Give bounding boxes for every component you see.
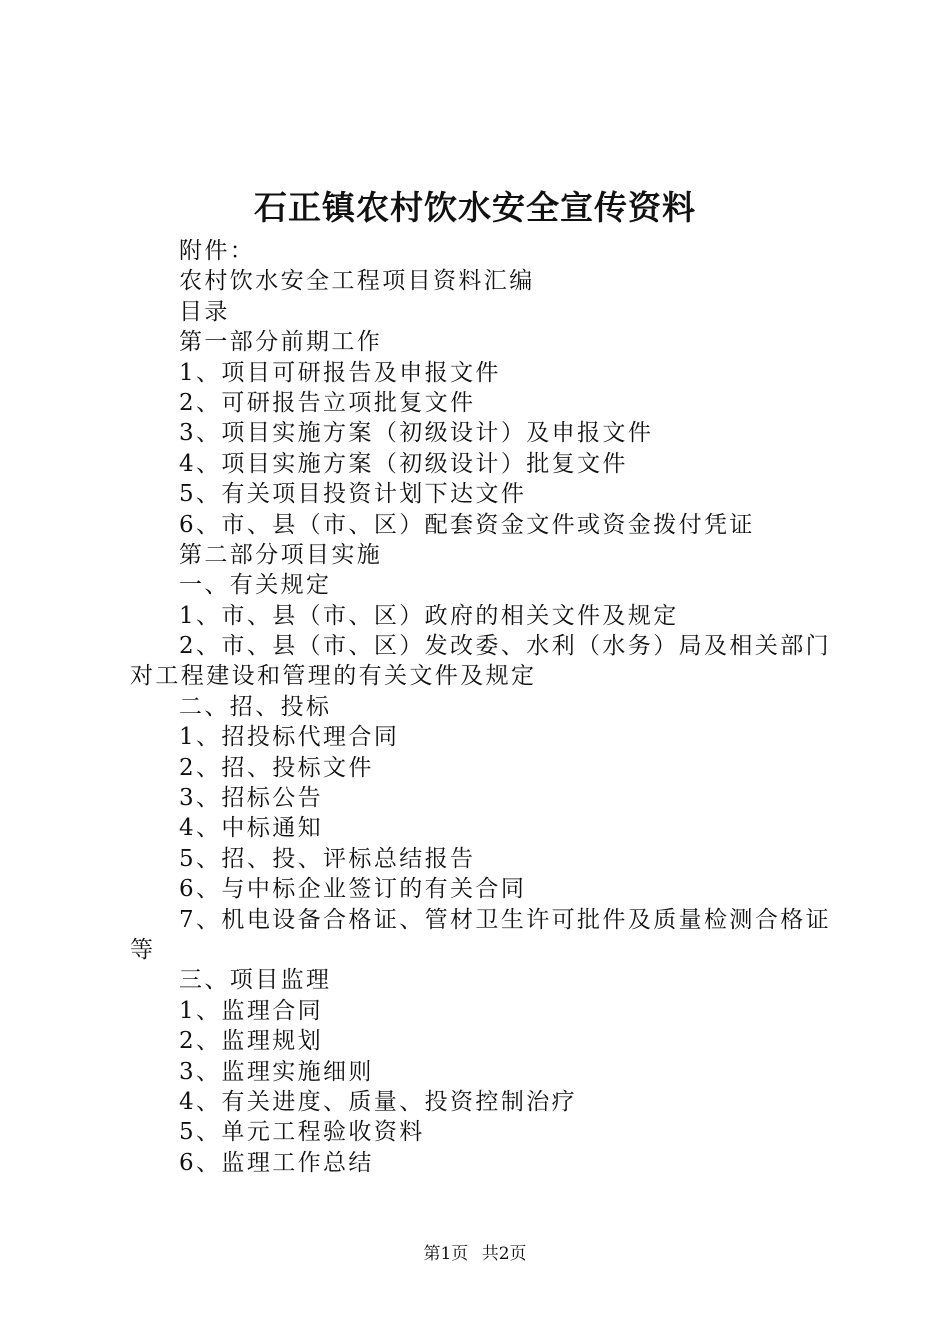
text-line: 附件： [179, 238, 256, 264]
text-line: 目录 [179, 298, 230, 325]
text-line: 等 [130, 936, 156, 963]
document-title: 石正镇农村饮水安全宣传资料 [254, 188, 696, 227]
page-total: 共2页 [481, 1244, 527, 1264]
text-line: 第一部分前期工作 [179, 329, 383, 356]
text-line: 7、机电设备合格证、管材卫生许可批件及质量检测合格证 [179, 906, 832, 933]
text-line: 3、招标公告 [179, 785, 324, 812]
text-line: 4、有关进度、质量、投资控制治疗 [179, 1088, 578, 1115]
text-line: 4、中标通知 [179, 815, 324, 842]
text-line: 2、可研报告立项批复文件 [179, 389, 476, 416]
text-line: 三、项目监理 [179, 967, 332, 994]
document-body [130, 236, 835, 1178]
text-line: 1、监理合同 [179, 997, 324, 1024]
page-number: 第1页 [423, 1244, 469, 1264]
text-line: 对工程建设和管理的有关文件及规定 [130, 663, 537, 690]
text-line: 农村饮水安全工程项目资料汇编 [179, 268, 535, 295]
text-line: 2、监理规划 [179, 1028, 324, 1055]
text-line: 6、市、县（市、区）配套资金文件或资金拨付凭证 [179, 511, 755, 538]
text-line: 一、有关规定 [179, 572, 332, 599]
text-line: 2、招、投标文件 [179, 754, 374, 781]
text-line: 5、单元工程验收资料 [179, 1119, 425, 1146]
text-line: 5、有关项目投资计划下达文件 [179, 481, 527, 508]
text-line: 3、项目实施方案（初级设计）及申报文件 [179, 420, 654, 447]
text-line: 二、招、投标 [179, 693, 332, 720]
page-footer [0, 1242, 950, 1266]
text-line: 6、与中标企业签订的有关合同 [179, 876, 527, 903]
text-line: 6、监理工作总结 [179, 1149, 374, 1176]
text-line: 2、市、县（市、区）发改委、水利（水务）局及相关部门 [179, 633, 832, 660]
text-line: 1、招投标代理合同 [179, 724, 400, 751]
text-line: 第二部分项目实施 [179, 541, 383, 568]
text-line: 5、招、投、评标总结报告 [179, 845, 476, 872]
text-line: 4、项目实施方案（初级设计）批复文件 [179, 450, 628, 477]
text-line: 1、项目可研报告及申报文件 [179, 359, 501, 386]
text-line: 3、监理实施细则 [179, 1058, 374, 1085]
text-line: 1、市、县（市、区）政府的相关文件及规定 [179, 602, 679, 629]
